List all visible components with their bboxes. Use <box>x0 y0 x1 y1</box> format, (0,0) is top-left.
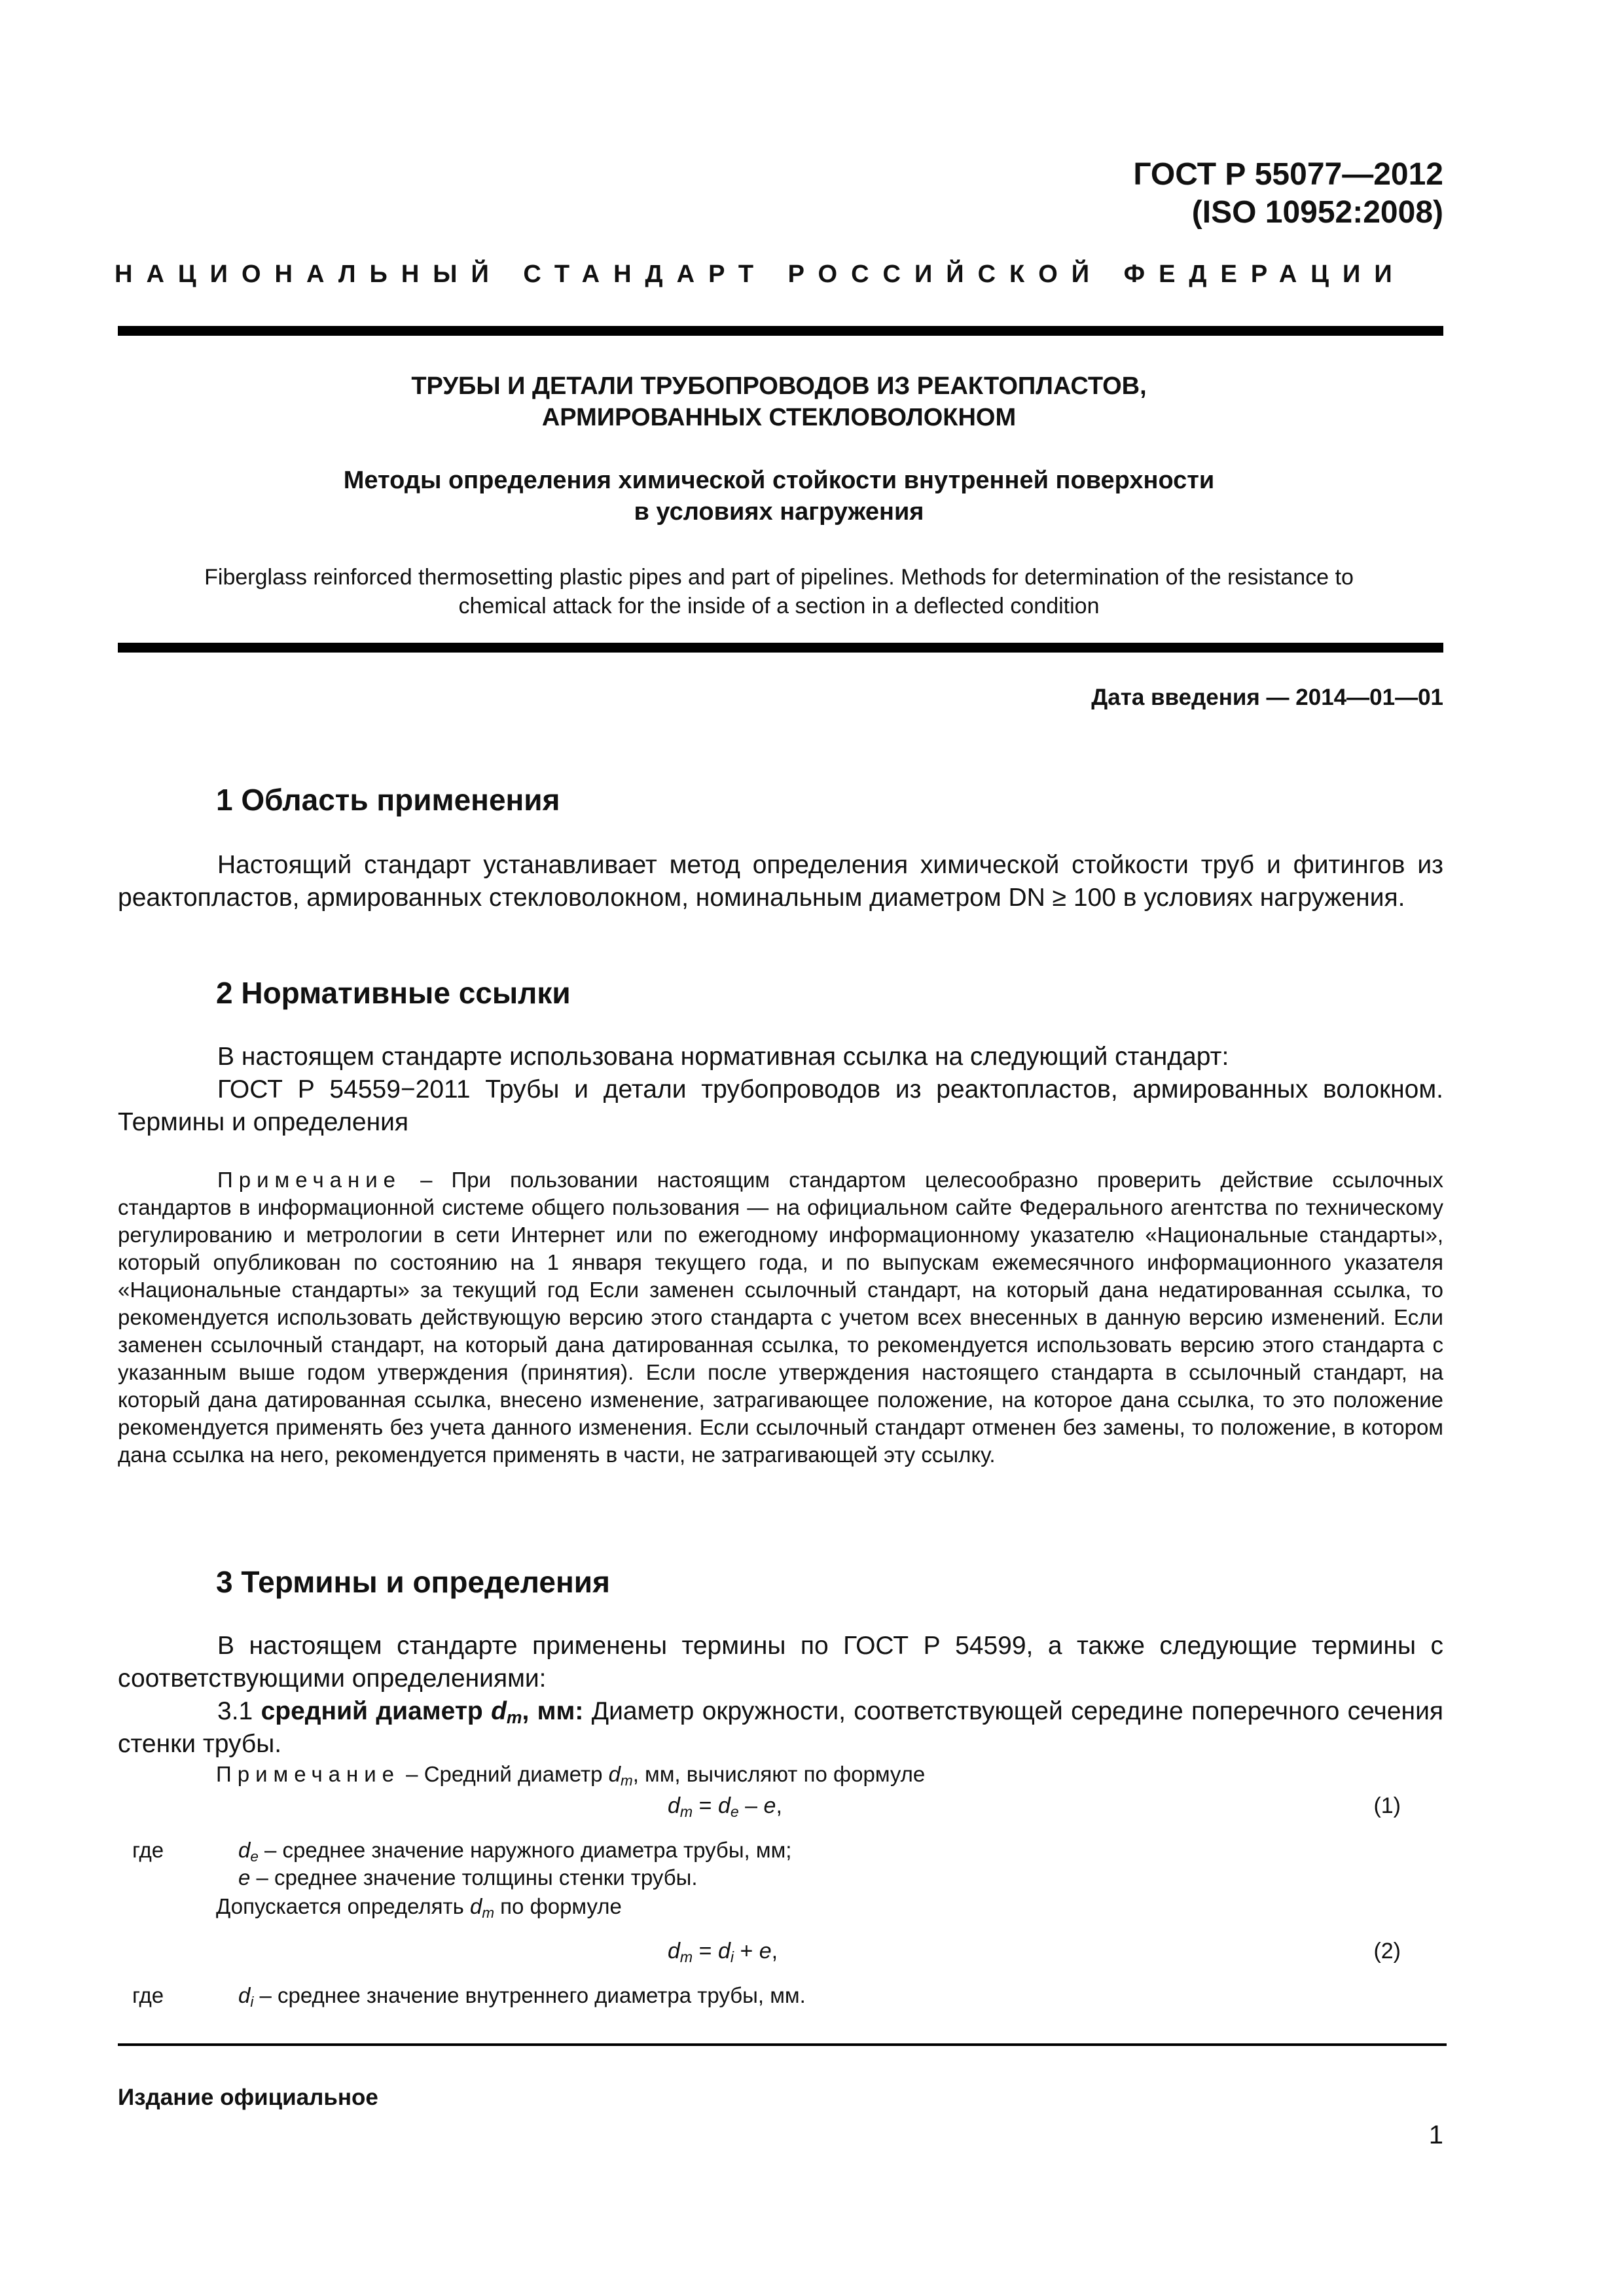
where-label-1: где <box>132 1838 164 1862</box>
formula-2: $d_m = d_i + e$, <box>668 1939 778 1965</box>
standard-number-gost: ГОСТ Р 55077—2012 <box>1133 157 1443 192</box>
title-english <box>118 563 1440 620</box>
section-2-note <box>118 1166 1443 1469</box>
formula-2-number: (2) <box>1373 1939 1401 1964</box>
note-text: – При пользовании настоящим стандартом целесообразно проверить действие ссылочных стандартов в информационной системе общего пользования — на официальном сайте Федерального агентства по техническому регулированию и метрологии в сети Интернет или по ежегодному информационному указателю «Национальные стандарты», который опубликован по состоянию на 1 января текущего года, и по выпускам ежемесячного информационного указателя «Национальные стандарты» за текущий год Если заменен ссылочный стандарт, на который дана недатированная ссылка, то рекомендуется использовать действующую версию этого стандарта с учетом всех внесенных в данную версию изменений. Если заменен ссылочный стандарт, на который дана датированная ссылка, то рекомендуется использовать версию этого стандарта с указанным выше годом утверждения (принятия). Если после утверждения настоящего стандарта в ссылочный стандарт, на который дана датированная ссылка, внесено изменение, затрагивающее положение, на которое дана ссылка, то это положение рекомендуется применять без учета данного изменения. Если ссылочный стандарт отменен без замены, то положение, в котором дана ссылка на него, рекомендуется применять в части, не затрагивающей эту ссылку. <box>118 1168 1443 1467</box>
subtitle-line-1: Методы определения химической стойкости внутренней поверхности <box>343 467 1215 494</box>
title-line-2: АРМИРОВАННЫХ СТЕКЛОВОЛОКНОМ <box>541 404 1017 431</box>
section-2-heading: 2 Нормативные ссылки <box>216 976 571 1010</box>
page-number: 1 <box>1428 2121 1443 2149</box>
term-name: средний диаметр $d_m$, мм: <box>261 1697 584 1727</box>
section-2-text-1: В настоящем стандарте использована нормативная ссылка на следующий стандарт: <box>217 1043 1229 1071</box>
subtitle-line-2: в условиях нагружения <box>634 498 924 526</box>
section-1-text: Настоящий стандарт устанавливает метод определения химической стойкости труб и фитингов из реактопластов, армированных стекловолокном, номинальным диаметром DN ≥ 100 в условиях нагружения. <box>118 851 1443 912</box>
formula-1: $d_m = d_e - e$, <box>668 1793 782 1820</box>
title-line-1: ТРУБЫ И ДЕТАЛИ ТРУБОПРОВОДОВ ИЗ РЕАКТОПЛАСТОВ, <box>411 372 1147 400</box>
bottom-thick-rule <box>118 643 1443 653</box>
footer-rule <box>118 2043 1447 2046</box>
where-e: e – среднее значение толщины стенки трубы. <box>238 1865 698 1890</box>
title-en-line-1: Fiberglass reinforced thermosetting plastic pipes and part of pipelines. Methods for determination of the resistance to <box>204 565 1354 590</box>
term-number: 3.1 <box>217 1697 261 1725</box>
subtitle-russian <box>118 465 1440 528</box>
title-russian <box>118 370 1440 433</box>
section-1-heading: 1 Область применения <box>216 783 560 817</box>
official-edition-label: Издание официальное <box>118 2085 378 2110</box>
term-definition: Диаметр окружности, соответствующей середине поперечного сечения стенки трубы. <box>118 1697 1443 1758</box>
standard-number <box>982 156 1443 232</box>
section-3-text-1: В настоящем стандарте применены термины по ГОСТ Р 54599, а также следующие термины с соответствующими определениями: <box>118 1632 1443 1693</box>
introduction-date: Дата введения — 2014—01—01 <box>1091 685 1443 710</box>
section-3-note: Примечание – Средний диаметр $d_m$, мм, вычисляют по формуле <box>216 1762 926 1789</box>
where-di: $d_i$ – среднее значение внутреннего диаметра трубы, мм. <box>238 1983 806 2010</box>
national-standard-banner: НАЦИОНАЛЬНЫЙ СТАНДАРТ РОССИЙСКОЙ ФЕДЕРАЦИИ <box>115 260 1406 288</box>
top-thick-rule <box>118 326 1443 336</box>
where-label-2: где <box>132 1983 164 2007</box>
standard-number-iso: (ISO 10952:2008) <box>1191 195 1443 230</box>
formula-1-number: (1) <box>1373 1793 1401 1818</box>
where-de: $d_e$ – среднее значение наружного диаметра трубы, мм; <box>238 1838 792 1865</box>
note-label: Примечание <box>217 1168 402 1192</box>
allowed-text: Допускается определять $d_m$ по формуле <box>216 1894 622 1921</box>
title-en-line-2: chemical attack for the inside of a section in a deflected condition <box>458 594 1100 619</box>
term-3-1 <box>118 1695 1443 1761</box>
section-3-heading: 3 Термины и определения <box>216 1565 610 1599</box>
section-2-reference: ГОСТ Р 54559−2011 Трубы и детали трубопроводов из реактопластов, армированных волокном. Термины и определения <box>118 1075 1443 1136</box>
